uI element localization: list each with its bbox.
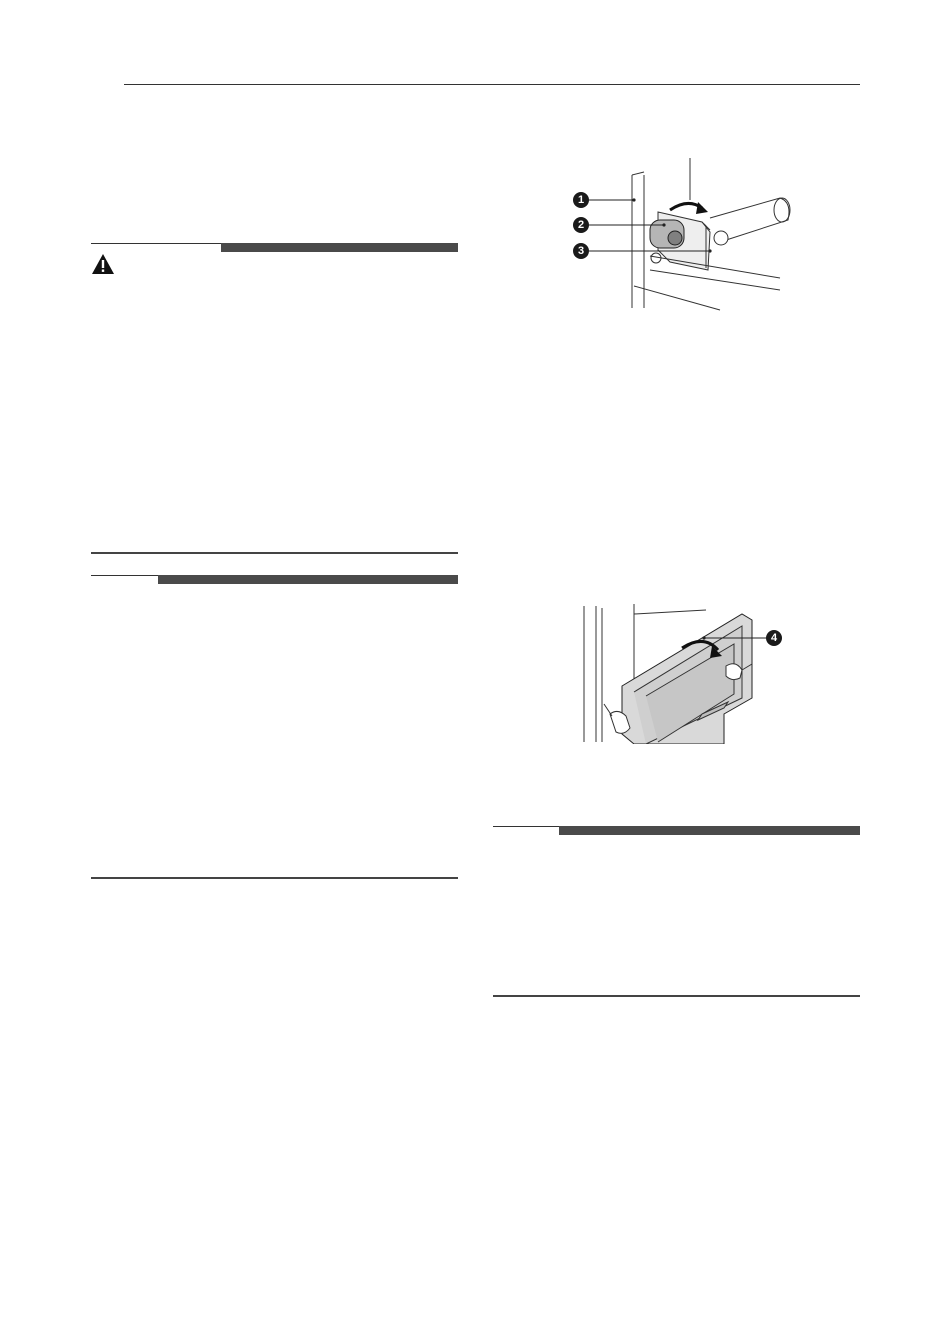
warning-section-header (91, 243, 458, 253)
page-header-rule (124, 84, 860, 85)
warning-section-footer-rule (91, 552, 458, 554)
door-removal-illustration (574, 604, 794, 744)
callout-2: 2 (573, 217, 589, 233)
callout-3: 3 (573, 243, 589, 259)
callout-1: 1 (573, 192, 589, 208)
warning-triangle-icon (91, 253, 115, 275)
note-section-footer-rule (91, 877, 458, 879)
right-note-section-footer-rule (493, 995, 860, 997)
right-note-section-header (493, 826, 860, 836)
callout-4: 4 (766, 630, 782, 646)
hinge-illustration (570, 150, 800, 312)
note-section-header (91, 575, 458, 585)
